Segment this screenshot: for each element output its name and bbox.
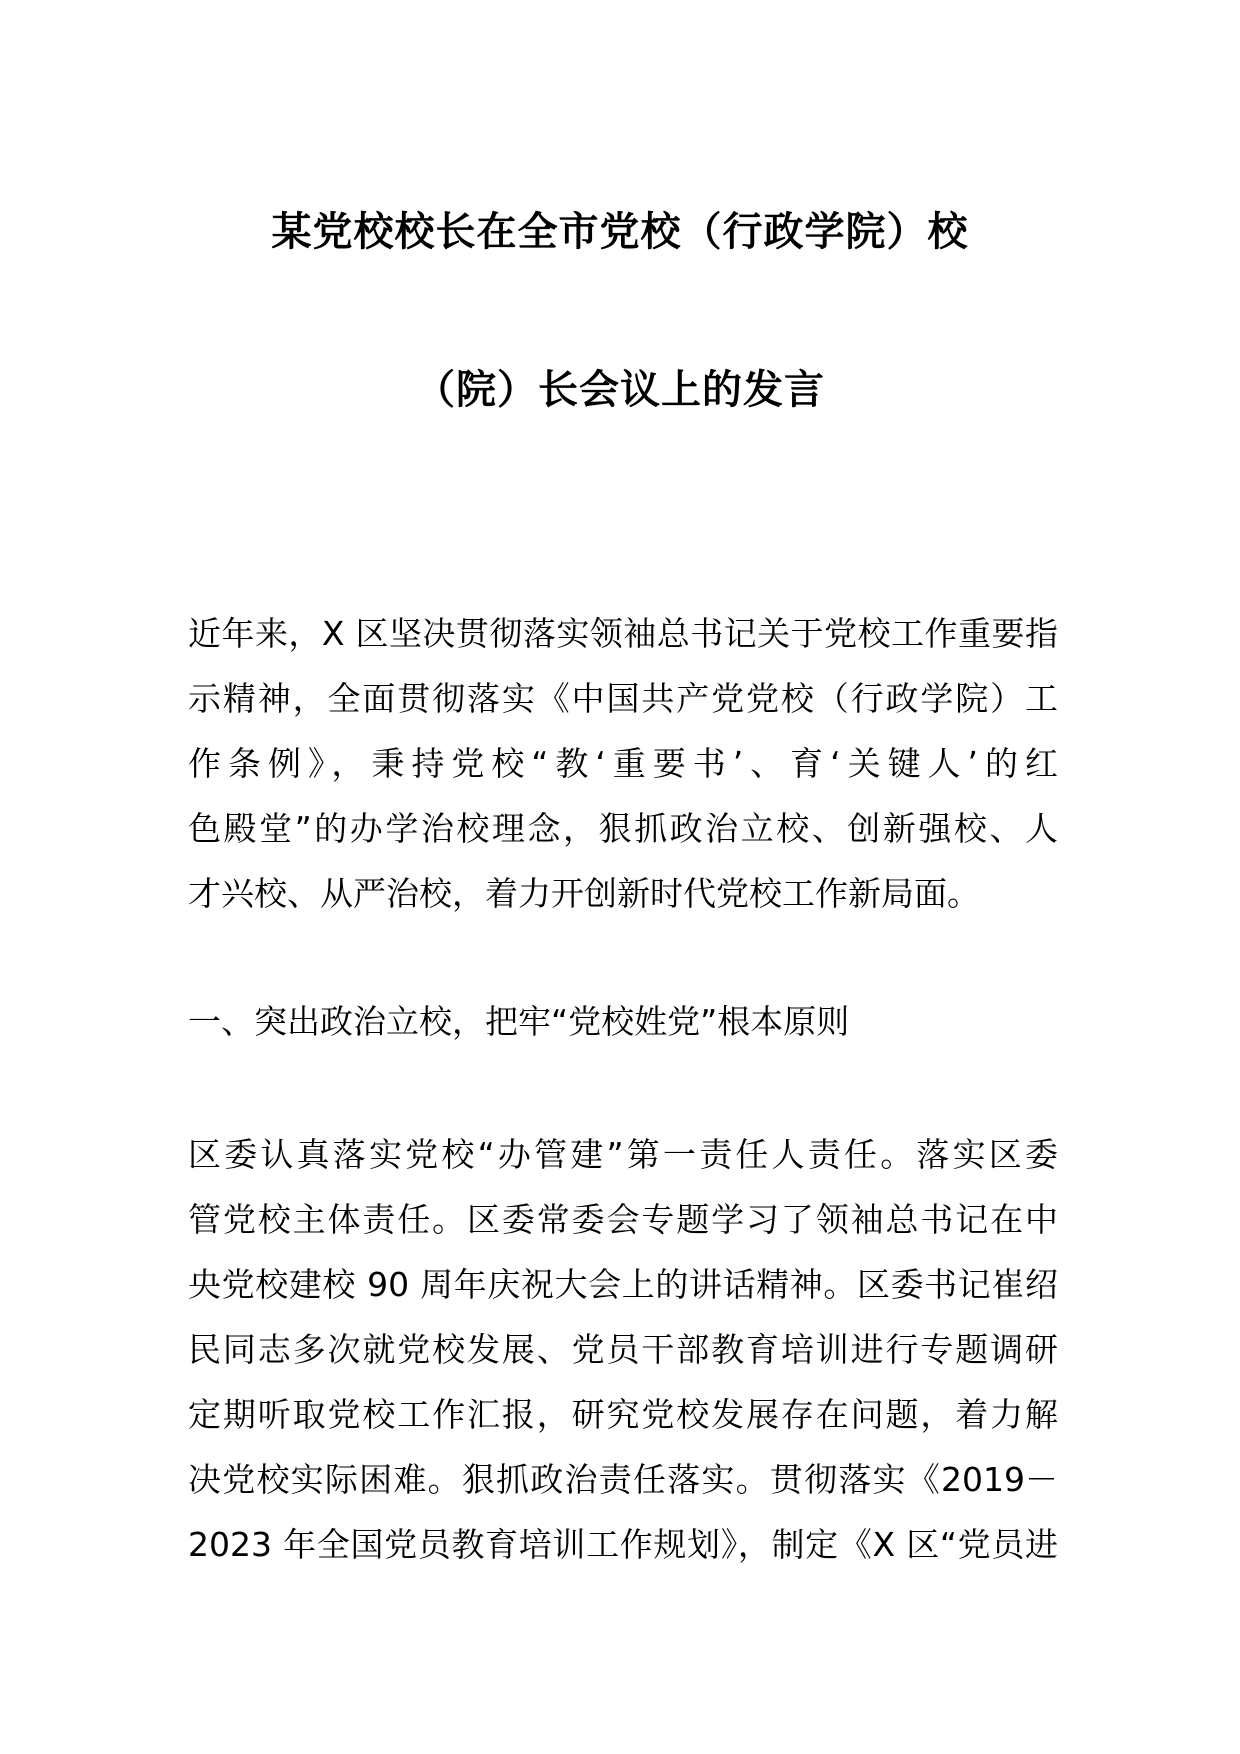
document-title-line-2: （院）长会议上的发言 xyxy=(415,367,825,413)
section-paragraph-line: 决党校实际困难。狠抓政治责任落实。贯彻落实《2019－ xyxy=(188,1460,1058,1499)
section-paragraph-line: 区委认真落实党校“办管建”第一责任人责任。落实区委 xyxy=(188,1135,1058,1174)
document-title-line-1: 某党校校长在全市党校（行政学院）校 xyxy=(271,209,969,255)
intro-paragraph-line: 示精神，全面贯彻落实《中国共产党党校（行政学院）工 xyxy=(188,679,1058,718)
intro-paragraph-line: 色殿堂”的办学治校理念，狠抓政治立校、创新强校、人 xyxy=(188,809,1058,848)
intro-paragraph-line: 才兴校、从严治校，着力开创新时代党校工作新局面。 xyxy=(188,874,980,913)
section-heading: 一、突出政治立校，把牢“党校姓党”根本原则 xyxy=(188,1002,850,1041)
section-paragraph-line: 央党校建校 90 周年庆祝大会上的讲话精神。区委书记崔绍 xyxy=(188,1265,1058,1304)
section-paragraph-line: 民同志多次就党校发展、党员干部教育培训进行专题调研 xyxy=(188,1330,1058,1369)
intro-paragraph-line: 作条例》，秉持党校“教‘重要书’、育‘关键人’的红 xyxy=(188,744,1058,783)
intro-paragraph-line: 近年来，X 区坚决贯彻落实领袖总书记关于党校工作重要指 xyxy=(188,614,1058,653)
section-paragraph-line: 管党校主体责任。区委常委会专题学习了领袖总书记在中 xyxy=(188,1200,1058,1239)
section-paragraph-line: 定期听取党校工作汇报，研究党校发展存在问题，着力解 xyxy=(188,1395,1058,1434)
section-paragraph-line: 2023 年全国党员教育培训工作规划》，制定《X 区“党员进 xyxy=(188,1525,1058,1564)
